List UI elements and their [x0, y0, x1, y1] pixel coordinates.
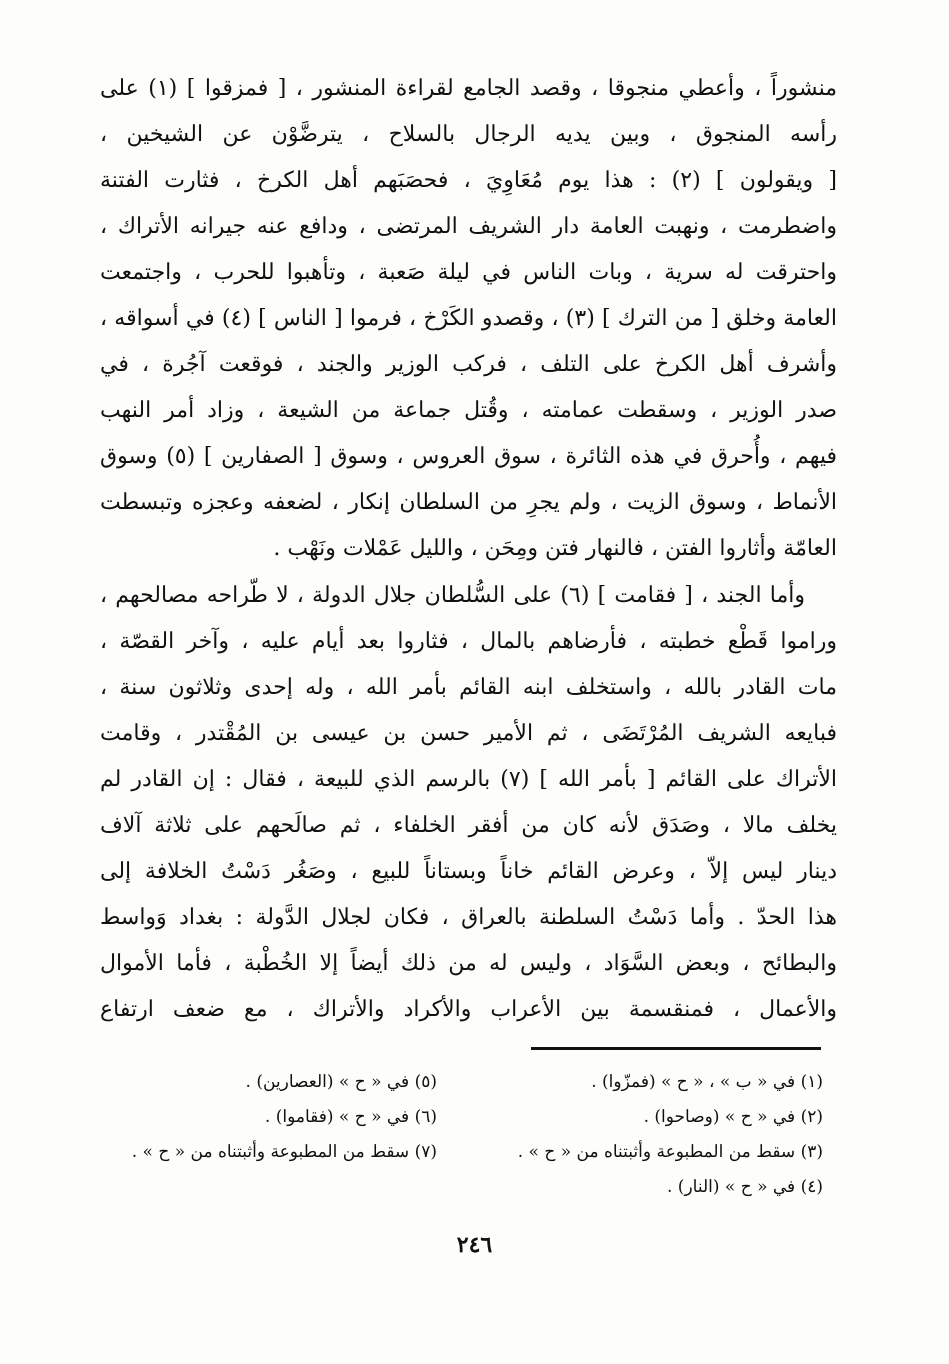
footnote: (٦) في « ح » (فقاموا) .: [264, 1107, 437, 1127]
text-line: هذا الحدّ . وأما دَسْتُ السلطنة بالعراق ، فكان لجلال الدَّولة : بغداد وَواسط: [100, 905, 837, 930]
text-line: والأعمال ، فمنقسمة بين الأعراب والأكراد والأتراك ، مع ضعف ارتفاع: [100, 997, 837, 1022]
text-line: واضطرمت ، ونهبت العامة دار الشريف المرتضى ، ودافع عنه جيرانه الأتراك ،: [100, 214, 837, 239]
footnote: (٤) في « ح » (النار) .: [667, 1177, 823, 1197]
text-line: مات القادر بالله ، واستخلف ابنه القائم بأمر الله ، وله إحدى وثلاثون سنة ،: [100, 675, 837, 700]
page-number: ٢٤٦: [456, 1232, 493, 1258]
paragraph-2: [100, 573, 837, 1033]
text-line: والبطائح ، وبعض السَّوَاد ، وليس له من ذلك أيضاً إلا الخُطْبة ، فأما الأموال: [100, 951, 837, 976]
text-line: فبايعه الشريف المُرْتَضَى ، ثم الأمير حسن بن عيسى بن المُقْتدر ، وقامت: [100, 721, 837, 746]
text-line: منشوراً ، وأعطي منجوقا ، وقصد الجامع لقراءة المنشور ، [ فمزقوا ] (١) على: [100, 76, 837, 101]
footnote: (٢) في « ح » (وصاحوا) .: [643, 1107, 823, 1127]
text-line: وأما الجند ، [ فقامت ] (٦) على السُّلطان جلال الدولة ، لا طّراحه مصالحهم ،: [100, 583, 805, 608]
text-line: [ ويقولون ] (٢) : هذا يوم مُعَاوِيَ ، فحصَبَهم أهل الكرخ ، فثارت الفتنة: [100, 168, 837, 193]
text-line: وراموا قَطْع خطبته ، فأرضاهم بالمال ، فثاروا بعد أيام عليه ، وآخر القصّة ،: [100, 629, 837, 654]
text-line: صدر الوزير ، وسقطت عمامته ، وقُتل جماعة من الشيعة ، وزاد أمر النهب: [100, 398, 837, 423]
footnotes: [100, 1065, 837, 1215]
text-line: دينار ليس إلاّ ، وعرض القائم خاناً وبستاناً للبيع ، وصَغُر دَسْتُ الخلافة إلى: [100, 859, 837, 884]
footnote-divider: [531, 1047, 821, 1050]
footnotes-right-column: [443, 1065, 823, 1205]
text-line: العامة وخلق [ من الترك ] (٣) ، وقصدو الكَرْخ ، فرموا [ الناس ] (٤) في أسواقه ،: [100, 306, 837, 331]
text-line: يخلف مالا ، وصَدَق لأنه كان من أفقر الخلفاء ، ثم صالَحهم على ثلاثة آلاف: [100, 813, 837, 838]
text-line: الأتراك على القائم [ بأمر الله ] (٧) بالرسم الذي للبيعة ، فقال : إن القادر لم: [100, 767, 837, 792]
text-line: فيهم ، وأُحرق في هذه الثائرة ، سوق العروس ، وسوق [ الصفارين ] (٥) وسوق: [100, 444, 837, 469]
text-line: الأنماط ، وسوق الزيت ، ولم يجرِ من السلطان إنكار ، لضعفه وعجزه وتبسطت: [100, 490, 837, 515]
footnotes-left-column: [77, 1065, 437, 1170]
footnote: (١) في « ب » ، « ح » (فمزّوا) .: [591, 1072, 823, 1092]
text-line: واحترقت له سرية ، وبات الناس في ليلة صَعبة ، وتأهبوا للحرب ، واجتمعت: [100, 260, 837, 285]
text-line: العامّة وأثاروا الفتن ، فالنهار فتن ومِحَن ، والليل عَمْلات ونَهْب .: [273, 536, 837, 561]
paragraph-1: [100, 66, 837, 572]
text-line: رأسه المنجوق ، وبين يديه الرجال بالسلاح ، يترضَّوْن عن الشيخين ،: [100, 122, 837, 147]
footnote: (٣) سقط من المطبوعة وأثبتناه من « ح » .: [517, 1142, 823, 1162]
text-line: وأشرف أهل الكرخ على التلف ، فركب الوزير والجند ، فوقعت آجُرة ، في: [100, 352, 837, 377]
footnote: (٥) في « ح » (العصارين) .: [245, 1072, 437, 1092]
footnote: (٧) سقط من المطبوعة وأثبتناه من « ح » .: [131, 1142, 437, 1162]
